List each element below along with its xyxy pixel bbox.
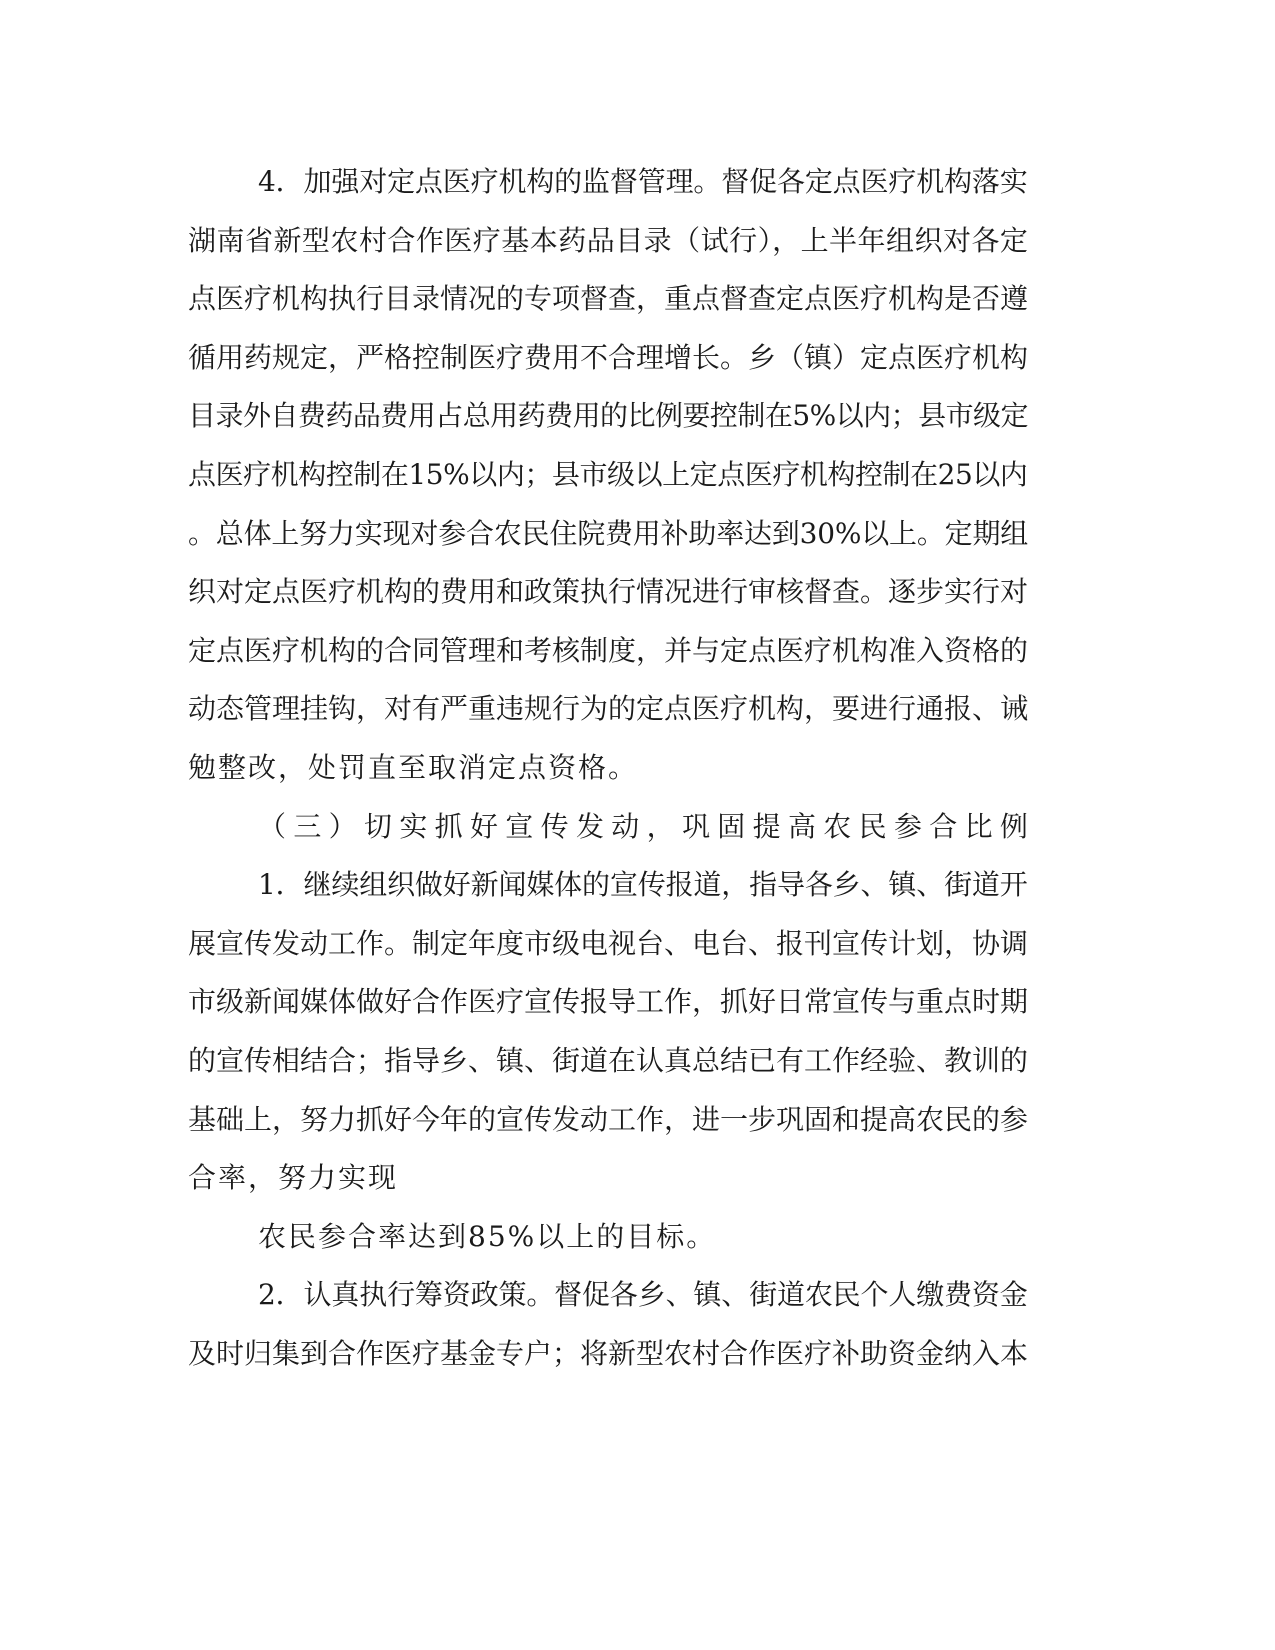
text-line: 目录外自费药品费用占总用药费用的比例要控制在5%以内；县市级定: [188, 399, 1028, 433]
text-line: 市级新闻媒体做好合作医疗宣传报导工作，抓好日常宣传与重点时期: [188, 985, 1029, 1019]
text-line: 织对定点医疗机构的费用和政策执行情况进行审核督查。逐步实行对: [188, 575, 1029, 609]
text-line: 基础上，努力抓好今年的宣传发动工作，进一步巩固和提高农民的参: [188, 1102, 1029, 1136]
text-line: 定点医疗机构的合同管理和考核制度，并与定点医疗机构准入资格的: [188, 633, 1029, 667]
text-line: 点医疗机构控制在15%以内；县市级以上定点医疗机构控制在25以内: [188, 458, 1028, 491]
text-line: 合率，努力实现: [188, 1161, 399, 1195]
text-line: 的宣传相结合；指导乡、镇、街道在认真总结已有工作经验、教训的: [188, 1044, 1029, 1077]
text-line: 动态管理挂钩，对有严重违规行为的定点医疗机构，要进行通报、诫: [188, 692, 1029, 726]
text-line: 湖南省新型农村合作医疗基本药品目录（试行），上半年组织对各定: [188, 223, 1029, 257]
text-line: 勉整改，处罚直至取消定点资格。: [188, 751, 639, 784]
text-line: 展宣传发动工作。制定年度市级电视台、电台、报刊宣传计划，协调: [188, 926, 1029, 960]
text-line: 及时归集到合作医疗基金专户；将新型农村合作医疗补助资金纳入本: [188, 1337, 1029, 1370]
text-line: 4．加强对定点医疗机构的监督管理。督促各定点医疗机构落实: [258, 165, 1028, 198]
text-line: 1．继续组织做好新闻媒体的宣传报道，指导各乡、镇、街道开: [258, 868, 1028, 902]
text-line: 。总体上努力实现对参合农民住院费用补助率达到30%以上。定期组: [188, 516, 1029, 550]
text-line: 循用药规定，严格控制医疗费用不合理增长。乡（镇）定点医疗机构: [188, 340, 1029, 374]
text-line: 点医疗机构执行目录情况的专项督查，重点督查定点医疗机构是否遵: [188, 282, 1029, 316]
text-line: 农民参合率达到85%以上的目标。: [258, 1219, 717, 1253]
text-line: （三）切实抓好宣传发动，巩固提高农民参合比例: [258, 809, 1036, 843]
text-line: 2．认真执行筹资政策。督促各乡、镇、街道农民个人缴费资金: [258, 1278, 1028, 1312]
